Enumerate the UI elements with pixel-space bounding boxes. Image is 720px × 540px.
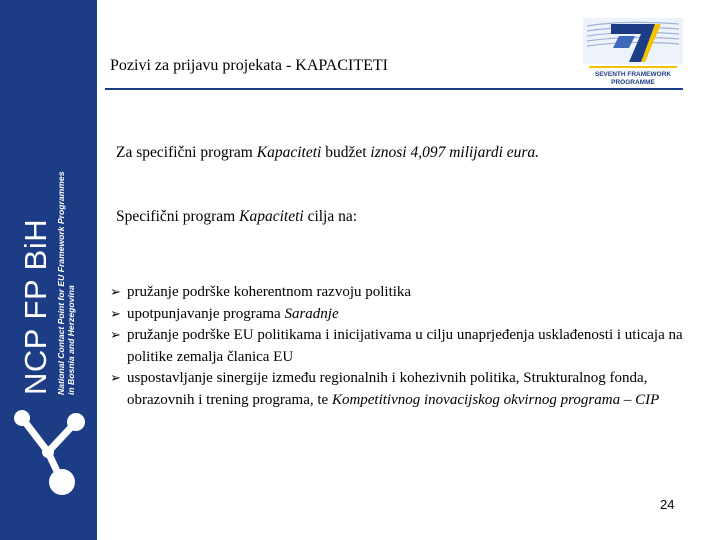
list-item [110, 282, 700, 304]
brand-subtitle-line1: National Contact Point for EU Framework Programmes [56, 171, 66, 395]
list-item-text: uspostavljanje sinergije između regionalnih i kohezivnih politika, Strukturalnog fonda, obrazovnih i trening programa, te [127, 370, 648, 408]
arrow-bullet-icon: ➢ [110, 328, 121, 343]
goals-list [110, 282, 700, 411]
budget-text-2: Kapaciteti [256, 144, 322, 161]
budget-paragraph [116, 144, 539, 162]
arrow-bullet-icon: ➢ [110, 371, 121, 386]
arrow-bullet-icon: ➢ [110, 285, 121, 300]
fp7-logo [583, 18, 683, 90]
list-item-text: upotpunjavanje programa [127, 305, 285, 322]
list-item [110, 368, 700, 411]
goals-text-2: Kapaciteti [239, 208, 304, 225]
sidebar-brand [18, 171, 76, 395]
budget-text-4: iznosi 4,097 milijardi eura. [370, 144, 540, 161]
fp7-logo-line2: PROGRAMME [611, 79, 655, 86]
molecule-icon [8, 400, 88, 505]
goals-text-1: Specifični program [116, 208, 240, 225]
arrow-bullet-icon: ➢ [110, 306, 121, 322]
list-item-emphasis: Kompetitivnog inovacijskog okvirnog programa – CIP [331, 391, 660, 408]
page-title: Pozivi za prijavu projekata - KAPACITETI [110, 57, 389, 74]
list-item-text: pružanje podrške EU politikama i inicijativama u cilju unaprjeđenja usklađenosti i uticaja na politike zemalja članica EU [127, 327, 683, 365]
page-number: 24 [660, 497, 675, 512]
list-item-text: pružanje podrške koherentnom razvoju politika [127, 284, 412, 300]
goals-intro-paragraph [116, 208, 357, 226]
brand-subtitle-line2: in Bosnia and Herzegovina [66, 285, 76, 395]
budget-text-1: Za specifični program [116, 144, 257, 161]
fp7-emblem-icon [583, 18, 683, 90]
fp7-logo-line1: SEVENTH FRAMEWORK [594, 71, 672, 78]
brand-name: NCP FP BiH [18, 218, 53, 395]
list-item [110, 325, 700, 368]
list-item-emphasis: Saradnje [284, 305, 339, 322]
goals-text-3: cilja na: [303, 208, 358, 225]
list-item [110, 304, 700, 326]
sidebar-panel [0, 0, 97, 540]
budget-text-3: budžet [321, 144, 371, 161]
